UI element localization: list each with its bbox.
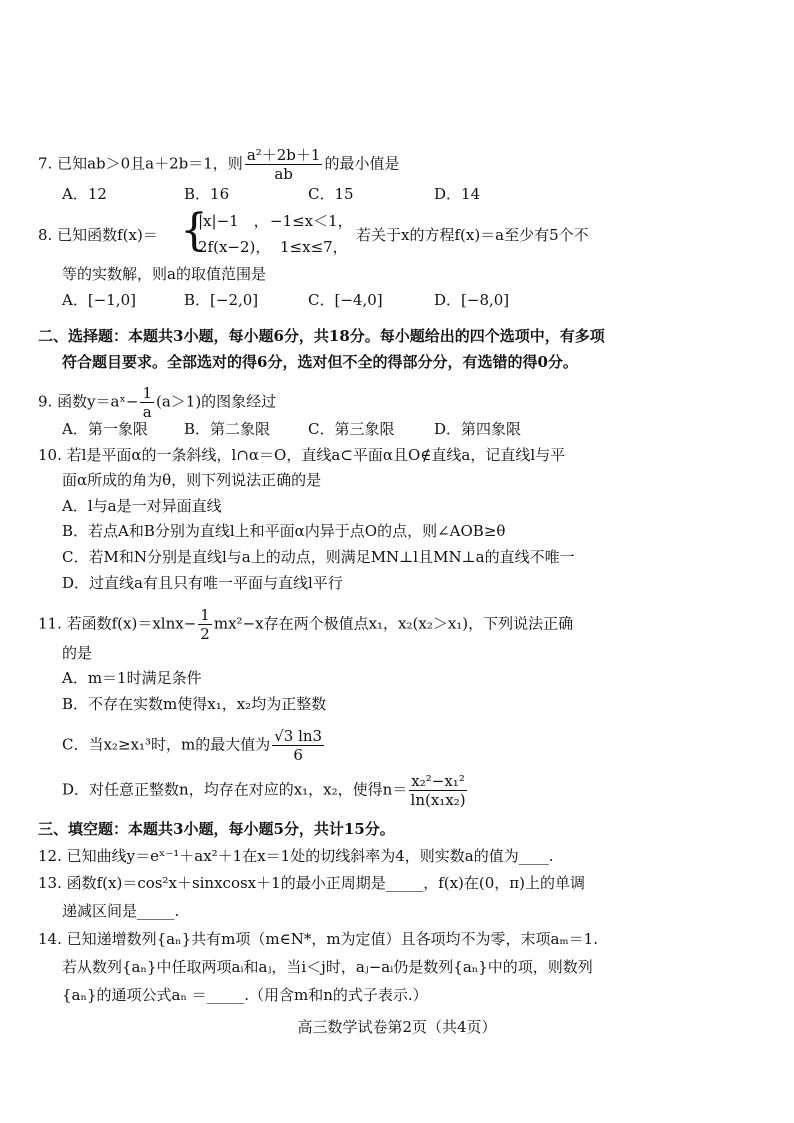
- q8-case1-expr: |x|−1 ，: [198, 212, 269, 230]
- q8-stem-pre: 8. 已知函数f(x)＝: [38, 226, 158, 244]
- q11-stem-pre: 11. 若函数f(x)＝xlnx−: [38, 614, 197, 633]
- q11-option-d-num: x₂²−x₁²: [411, 772, 465, 790]
- q14-stem-line1: 14. 已知递增数列{aₙ}共有m项（m∈N*，m为定值）且各项均不为零，末项aₘ＝1.: [38, 930, 598, 948]
- q11-frac-num: 1: [200, 606, 210, 624]
- q11-stem-line2: 的是: [62, 644, 93, 662]
- q14-stem-line3: {aₙ}的通项公式aₙ ＝_____.（用含m和n的式子表示.）: [62, 986, 428, 1004]
- q8-case1-cond: −1≤x＜1，: [270, 212, 353, 230]
- section2-instructions: 符合题目要求。全部选对的得6分，选对但不全的得部分分，有选错的得0分。: [62, 353, 578, 371]
- q11-option-c: [62, 727, 326, 764]
- q10-option-b: B．若点A和B分别为直线l上和平面α内异于点O的点，则∠AOB≥θ: [62, 522, 506, 540]
- q9-frac-num: 1: [142, 384, 152, 402]
- q8-stem-line2: 等的实数解，则a的取值范围是: [62, 265, 266, 283]
- q9-stem-pre: 9. 函数y＝aˣ−: [38, 392, 139, 411]
- q11-option-c-den: 6: [293, 746, 303, 764]
- q7-stem-post: 的最小值是: [324, 154, 400, 173]
- q7-option-d: D．14: [434, 185, 481, 203]
- q11-stem-post: mx²−x存在两个极值点x₁，x₂(x₂＞x₁)，下列说法正确: [213, 614, 574, 633]
- q9-stem: [38, 384, 276, 421]
- q14-stem-line2: 若从数列{aₙ}中任取两项aᵢ和aⱼ，当i＜j时，aⱼ−aᵢ仍是数列{aₙ}中的项，则数列: [62, 958, 593, 976]
- q8-case2-cond: 1≤x≤7，: [280, 238, 348, 256]
- q11-option-a: A．m＝1时满足条件: [62, 669, 202, 687]
- q11-option-d-text: D．对任意正整数n，均存在对应的x₁，x₂，使得n＝: [62, 780, 408, 799]
- q9-option-d: D．第四象限: [434, 420, 522, 438]
- q9-option-b: B．第二象限: [184, 420, 271, 438]
- q7-fraction: [245, 146, 323, 183]
- q8-brace: {: [180, 205, 208, 256]
- q9-fraction: [140, 384, 154, 421]
- q7-option-b: B．16: [184, 185, 230, 203]
- q9-stem-post: (a＞1)的图象经过: [155, 392, 277, 411]
- q11-option-c-text: C．当x₂≥x₁³时，m的最大值为: [62, 735, 271, 754]
- q7-frac-den: ab: [274, 165, 293, 183]
- q7-stem-pre: 7. 已知ab＞0且a＋2b＝1，则: [38, 154, 243, 173]
- q8-option-b: B．[−2,0]: [184, 291, 259, 309]
- q11-stem: [38, 606, 573, 643]
- section3-heading: 三、填空题：本题共3小题，每小题5分，共计15分。: [38, 820, 395, 838]
- q9-option-a: A．第一象限: [62, 420, 148, 438]
- q10-option-c: C．若M和N分别是直线l与a上的动点，则满足MN⊥l且MN⊥a的直线不唯一: [62, 548, 575, 566]
- q9-frac-den: a: [142, 403, 152, 421]
- q7-option-c: C．15: [308, 185, 354, 203]
- q9-option-c: C．第三象限: [308, 420, 395, 438]
- q7-option-a: A．12: [62, 185, 107, 203]
- q11-option-d-fraction: [409, 772, 467, 809]
- q10-stem-line2: 面α所成的角为θ，则下列说法正确的是: [62, 471, 322, 489]
- q12-stem: 12. 已知曲线y＝eˣ⁻¹＋ax²＋1在x＝1处的切线斜率为4，则实数a的值为____.: [38, 847, 554, 865]
- q10-option-d: D．过直线a有且只有唯一平面与直线l平行: [62, 574, 343, 592]
- q7-stem: [38, 146, 399, 183]
- q8-stem-post: 若关于x的方程f(x)＝a至少有5个不: [356, 226, 589, 244]
- q11-frac-den: 2: [200, 625, 210, 643]
- q8-case2-expr: 2f(x−2)，: [198, 238, 271, 256]
- q13-stem-line1: 13. 函数f(x)＝cos²x＋sinxcosx＋1的最小正周期是_____，f(x)在(0，π)上的单调: [38, 874, 586, 892]
- q10-option-a: A．l与a是一对异面直线: [62, 497, 222, 515]
- q11-option-c-num: √3 ln3: [274, 727, 323, 745]
- q8-option-a: A．[−1,0]: [62, 291, 136, 309]
- q7-frac-num: a²＋2b＋1: [246, 146, 321, 164]
- q11-option-b: B．不存在实数m使得x₁，x₂均为正整数: [62, 695, 327, 713]
- q11-option-d-den: ln(x₁x₂): [410, 791, 466, 809]
- q8-option-c: C．[−4,0]: [308, 291, 383, 309]
- q13-stem-line2: 递减区间是_____.: [62, 902, 180, 920]
- q8-option-d: D．[−8,0]: [434, 291, 510, 309]
- q11-option-d: [62, 772, 469, 809]
- q11-option-c-fraction: [272, 727, 324, 764]
- q10-stem-line1: 10. 若l是平面α的一条斜线，l∩α＝O，直线a⊂平面α且O∉直线a，记直线l与平: [38, 446, 566, 464]
- section2-heading: 二、选择题：本题共3小题，每小题6分，共18分。每小题给出的四个选项中，有多项: [38, 327, 605, 345]
- page-footer: 高三数学试卷第2页（共4页）: [297, 1018, 497, 1036]
- q11-fraction: [198, 606, 212, 643]
